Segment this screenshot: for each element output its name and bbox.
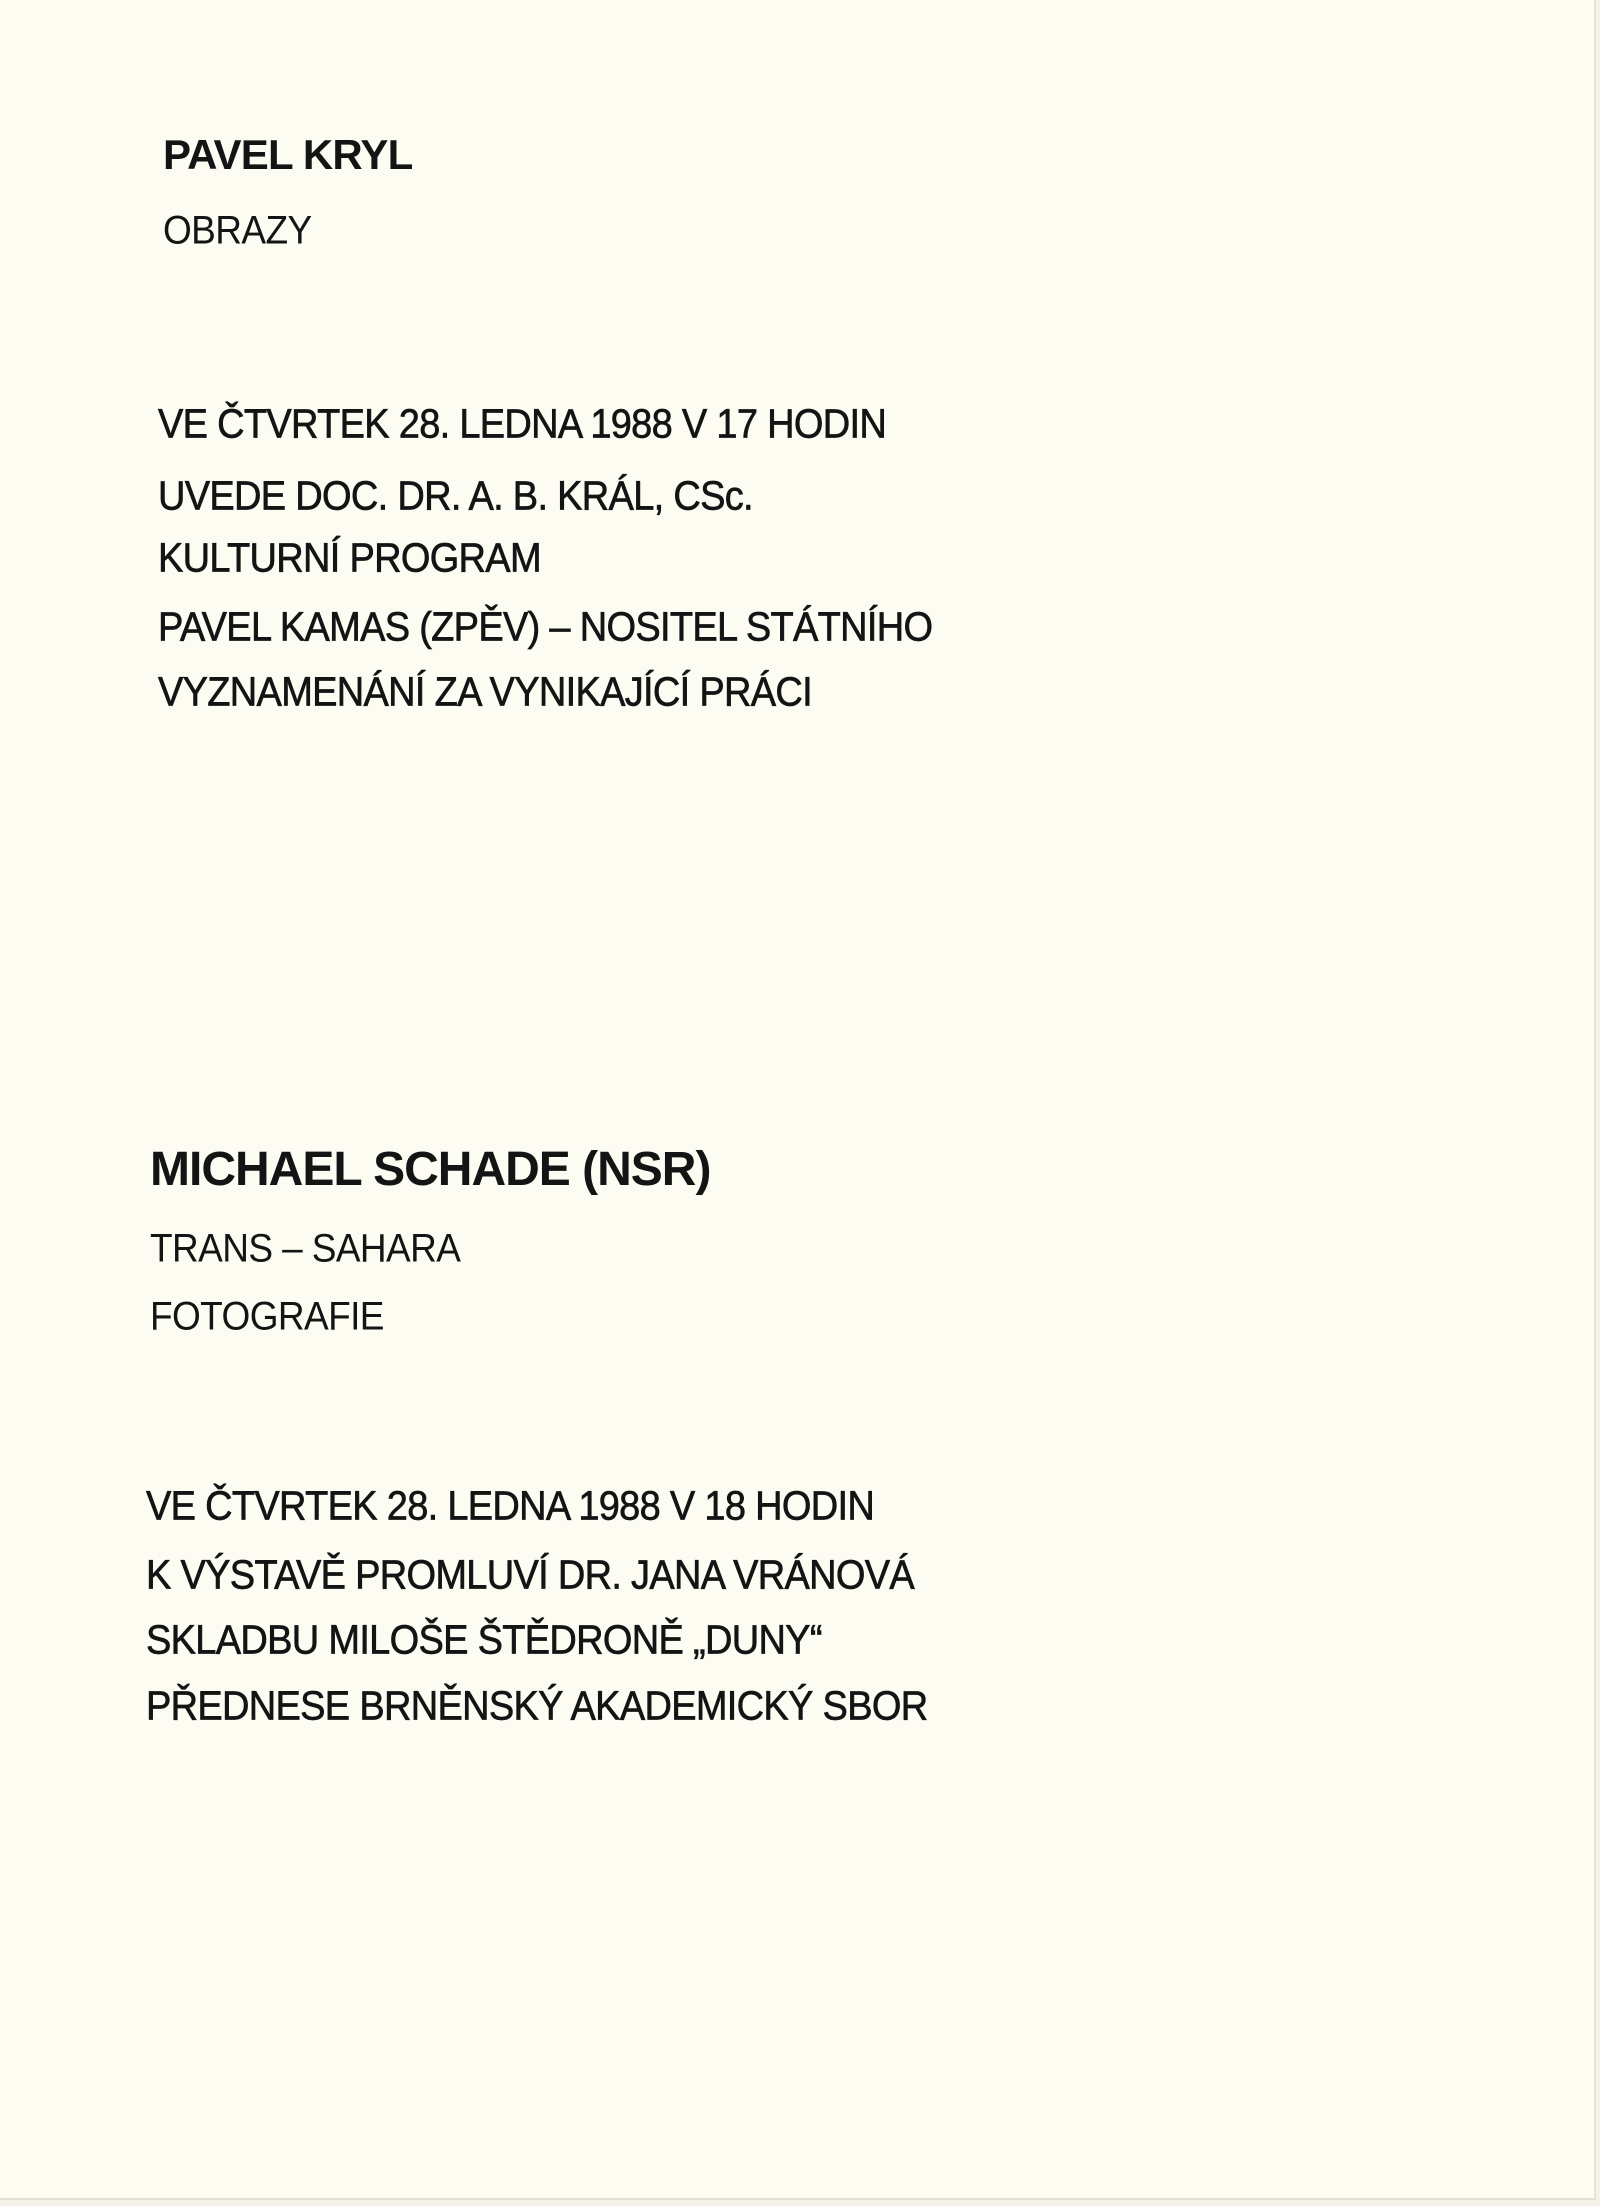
event-2-detail-line: VE ČTVRTEK 28. LEDNA 1988 V 18 HODIN [146, 1483, 875, 1530]
event-1-subtitle-block [163, 207, 312, 253]
event-1-detail-line: UVEDE DOC. DR. A. B. KRÁL, CSc. [158, 473, 753, 520]
event-1-header [163, 131, 413, 178]
event-1-artist: PAVEL KRYL [163, 131, 413, 178]
event-2-detail-line: PŘEDNESE BRNĚNSKÝ AKADEMICKÝ SBOR [146, 1683, 928, 1730]
event-2-artist: MICHAEL SCHADE (NSR) [150, 1143, 711, 1196]
event-2-detail-line: K VÝSTAVĚ PROMLUVÍ DR. JANA VRÁNOVÁ [146, 1552, 915, 1599]
event-1-detail-line: PAVEL KAMAS (ZPĚV) – NOSITEL STÁTNÍHO [158, 604, 933, 651]
event-1-detail-line: VYZNAMENÁNÍ ZA VYNIKAJÍCÍ PRÁCI [158, 669, 812, 716]
event-1-detail-line: VE ČTVRTEK 28. LEDNA 1988 V 17 HODIN [158, 401, 887, 448]
event-2-detail-line: SKLADBU MILOŠE ŠTĚDRONĚ „DUNY“ [146, 1617, 822, 1664]
event-2-header [150, 1143, 711, 1196]
event-2-subtitle-line: TRANS – SAHARA [150, 1225, 461, 1271]
event-1-detail-line: KULTURNÍ PROGRAM [158, 535, 541, 582]
event-1-subtitle: OBRAZY [163, 207, 312, 253]
event-2-subtitle-line: FOTOGRAFIE [150, 1293, 384, 1339]
